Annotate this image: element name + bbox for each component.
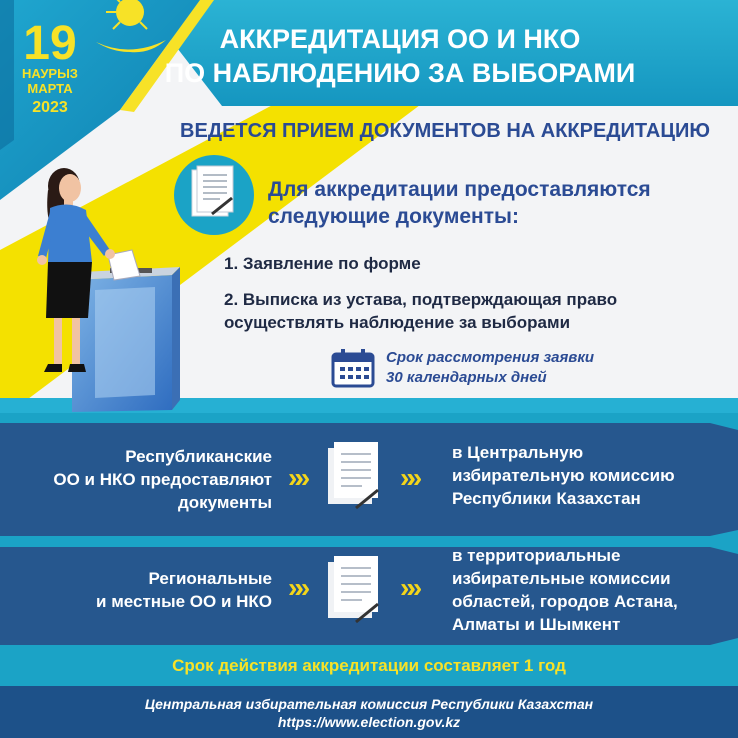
row-1-left-line-3: документы xyxy=(177,493,272,512)
date-year: 2023 xyxy=(32,99,68,116)
chevron-right-icon: »» xyxy=(400,462,414,493)
date-day: 19 xyxy=(23,17,77,70)
documents-heading-line-1: Для аккредитации предоставляются xyxy=(268,178,651,201)
date-month-kz: НАУРЫЗ xyxy=(22,66,78,81)
accreditation-validity: Срок действия аккредитации составляет 1 год xyxy=(172,656,566,675)
row-2-left-line-1: Региональные xyxy=(148,569,272,588)
row-1-left-line-2: ОО и НКО предоставляют xyxy=(53,470,272,489)
chevron-right-icon: »» xyxy=(288,462,302,493)
row-1-right-line-2: избирательную комиссию xyxy=(452,466,675,485)
row-1-right-text xyxy=(452,441,732,510)
row-1-left-line-1: Республиканские xyxy=(125,447,272,466)
document-list-item-2-line-2: осуществлять наблюдение за выборами xyxy=(224,313,571,332)
document-list-item-2-line-1: 2. Выписка из устава, подтверждающая право xyxy=(224,290,618,309)
row-1-right-line-1: в Центральную xyxy=(452,443,584,462)
footer-url-link[interactable]: https://www.election.gov.kz xyxy=(277,714,461,730)
documents-heading-line-2: следующие документы: xyxy=(268,205,519,228)
document-list-item-1: 1. Заявление по форме xyxy=(224,254,421,273)
row-1-left-text xyxy=(40,445,272,514)
row-2-right-line-1: в территориальные xyxy=(452,546,621,565)
row-2-left-text xyxy=(40,567,272,613)
row-1-right-line-3: Республики Казахстан xyxy=(452,489,641,508)
title-line-2: ПО НАБЛЮДЕНИЮ ЗА ВЫБОРАМИ xyxy=(164,58,636,88)
chevron-right-icon: »» xyxy=(288,572,302,603)
review-period-line-1: Срок рассмотрения заявки xyxy=(386,349,595,366)
review-period-line-2: 30 календарных дней xyxy=(386,369,547,386)
calendar-icon xyxy=(333,349,373,386)
document-icon xyxy=(174,155,254,235)
row-2-right-line-4: Алматы и Шымкент xyxy=(452,615,621,634)
date-month-ru: МАРТА xyxy=(27,81,73,96)
row-2-left-line-2: и местные ОО и НКО xyxy=(96,592,272,611)
document-icon xyxy=(328,556,378,622)
title-line-1: АККРЕДИТАЦИЯ ОО И НКО xyxy=(219,24,581,54)
date-badge xyxy=(20,17,80,117)
documents-heading xyxy=(268,176,728,230)
row-2-right-line-2: избирательные комиссии xyxy=(452,569,671,588)
subtitle: ВЕДЕТСЯ ПРИЕМ ДОКУМЕНТОВ НА АККРЕДИТАЦИЮ xyxy=(180,120,710,142)
row-2-right-line-3: областей, городов Астана, xyxy=(452,592,678,611)
footer-organization: Центральная избирательная комиссия Республики Казахстан xyxy=(144,696,594,712)
review-period xyxy=(386,348,716,388)
row-2-right-text xyxy=(452,544,732,636)
chevron-right-icon: »» xyxy=(400,572,414,603)
document-icon xyxy=(328,442,378,508)
page-title xyxy=(160,22,640,90)
document-list-item-2 xyxy=(224,288,724,334)
